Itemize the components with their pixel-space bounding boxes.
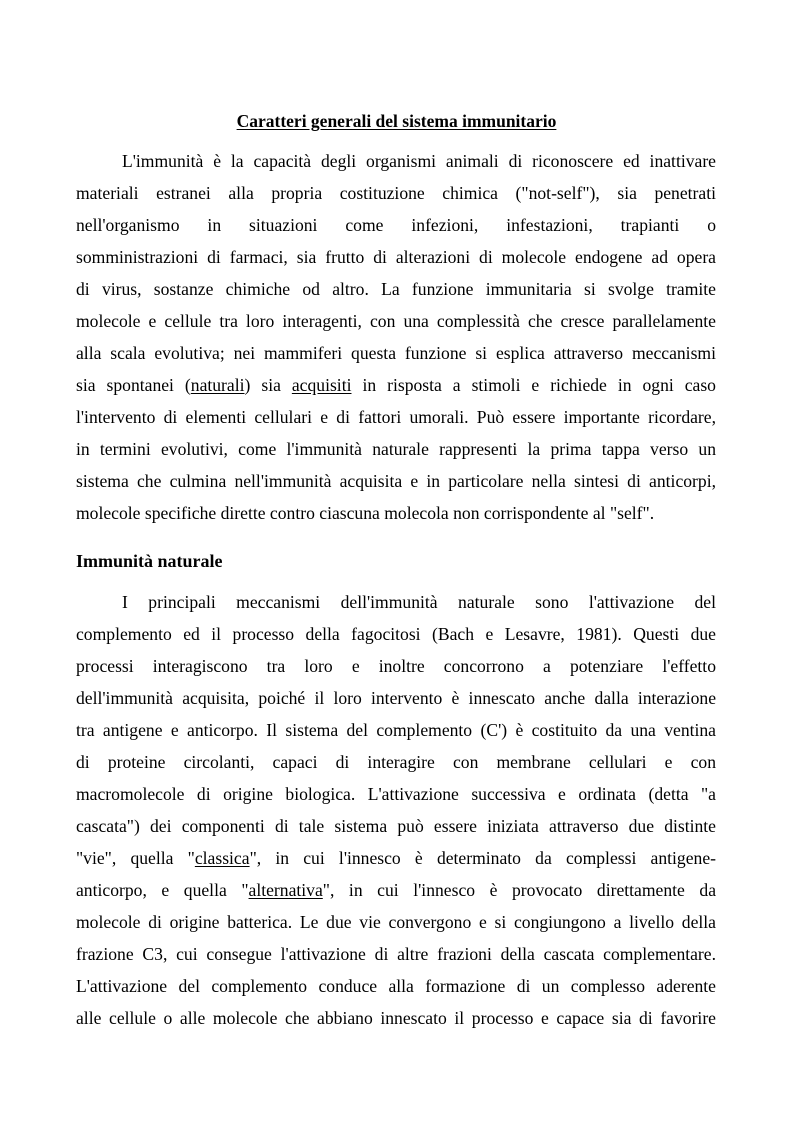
text-line: materiali estranei alla propria costituzione chimica ("not-self"), sia penetrati: [76, 183, 716, 203]
text-line: [76, 369, 716, 401]
text-line: [76, 842, 716, 874]
text-line: cascata") dei componenti di tale sistema può essere iniziata attraverso due distinte: [76, 816, 716, 836]
text-line: molecole di origine batterica. Le due vie convergono e si congiungono a livello della: [76, 912, 716, 932]
text-fragment: "vie", quella ": [76, 848, 195, 868]
text-fragment: anticorpo, e quella ": [76, 880, 249, 900]
underlined-term-classica: classica: [194, 848, 250, 868]
text-line: dell'immunità acquisita, poiché il loro intervento è innescato anche dalla interazione: [76, 688, 716, 708]
text-line: L'immunità è la capacità degli organismi animali di riconoscere ed inattivare: [122, 151, 716, 171]
text-line: I principali meccanismi dell'immunità naturale sono l'attivazione del: [122, 592, 716, 612]
text-line: di proteine circolanti, capaci di interagire con membrane cellulari e con: [76, 752, 716, 772]
text-fragment: ) sia: [244, 375, 292, 395]
text-line: macromolecole di origine biologica. L'attivazione successiva e ordinata (detta "a: [76, 784, 716, 804]
text-line: L'attivazione del complemento conduce alla formazione di un complesso aderente: [76, 976, 716, 996]
text-line: frazione C3, cui consegue l'attivazione di altre frazioni della cascata complementare.: [76, 944, 716, 964]
section-paragraph: [76, 586, 716, 1034]
text-line: alla scala evolutiva; nei mammiferi questa funzione si esplica attraverso meccanismi: [76, 343, 716, 363]
text-line: [76, 874, 716, 906]
text-line: complemento ed il processo della fagocitosi (Bach e Lesavre, 1981). Questi due: [76, 624, 716, 644]
text-fragment: in risposta a stimoli e richiede in ogni caso: [351, 375, 716, 395]
underlined-term-acquisiti: acquisiti: [291, 375, 352, 395]
text-fragment: sia spontanei (: [76, 375, 191, 395]
underlined-term-alternativa: alternativa: [248, 880, 323, 900]
section-heading: Immunità naturale: [76, 551, 223, 571]
text-line: l'intervento di elementi cellulari e di fattori umorali. Può essere importante ricordare,: [76, 407, 716, 427]
page-title: Caratteri generali del sistema immunitario: [236, 111, 557, 131]
text-line: somministrazioni di farmaci, sia frutto di alterazioni di molecole endogene ad opera: [76, 247, 716, 267]
text-line: molecole specifiche dirette contro ciascuna molecola non corrispondente al "self".: [76, 503, 655, 523]
text-fragment: ", in cui l'innesco è provocato direttamente da: [322, 880, 717, 900]
text-line: processi interagiscono tra loro e inoltre concorrono a potenziare l'effetto: [76, 656, 716, 676]
text-line: sistema che culmina nell'immunità acquisita e in particolare nella sintesi di anticorpi,: [76, 471, 716, 491]
text-line: tra antigene e anticorpo. Il sistema del complemento (C') è costituito da una ventina: [76, 720, 716, 740]
text-line: molecole e cellule tra loro interagenti, con una complessità che cresce parallelamente: [76, 311, 716, 331]
text-fragment: ", in cui l'innesco è determinato da complessi antigene-: [249, 848, 716, 868]
text-line: nell'organismo in situazioni come infezioni, infestazioni, trapianti o: [76, 215, 716, 235]
text-line: di virus, sostanze chimiche od altro. La funzione immunitaria si svolge tramite: [76, 279, 716, 299]
intro-paragraph: [76, 145, 716, 529]
underlined-term-naturali: naturali: [190, 375, 245, 395]
text-line: in termini evolutivi, come l'immunità naturale rappresenti la prima tappa verso un: [76, 439, 716, 459]
text-line: alle cellule o alle molecole che abbiano innescato il processo e capace sia di favorire: [76, 1008, 716, 1028]
